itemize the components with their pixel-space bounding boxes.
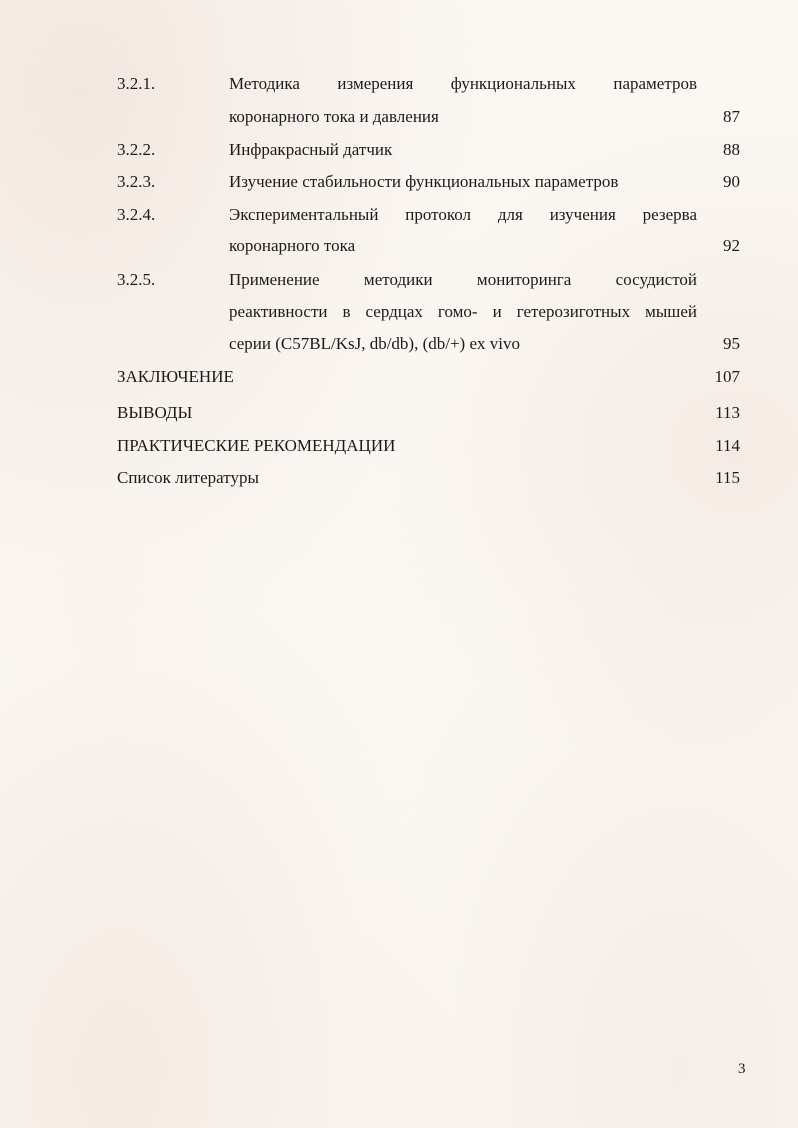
toc-section-page: 114 xyxy=(715,436,740,455)
toc-section-page: 113 xyxy=(715,403,740,422)
toc-entry-number: 3.2.2. xyxy=(117,140,156,159)
toc-entry-page: 87 xyxy=(723,107,740,126)
toc-entry-page: 92 xyxy=(723,236,740,255)
toc-section-title: ПРАКТИЧЕСКИЕ РЕКОМЕНДАЦИИ xyxy=(117,436,396,455)
toc-entry-number: 3.2.1. xyxy=(117,74,156,93)
toc-entry-title: Экспериментальный протокол для изучения резерва xyxy=(229,205,697,224)
toc-section-page: 115 xyxy=(715,468,740,487)
toc-entry-page: 90 xyxy=(723,172,740,191)
toc-entry-title: коронарного тока xyxy=(229,236,356,255)
toc-entry-title: коронарного тока и давления xyxy=(229,107,439,126)
toc-entry-title: Изучение стабильности функциональных параметров xyxy=(229,172,619,191)
toc-entry-number: 3.2.4. xyxy=(117,205,156,224)
toc-entry-title: Применение методики мониторинга сосудистой xyxy=(229,270,697,289)
toc-entry-page: 95 xyxy=(723,334,740,353)
toc-entry-title: реактивности в сердцах гомо- и гетерозиготных мышей xyxy=(229,302,697,321)
toc-section-title: ВЫВОДЫ xyxy=(117,403,193,422)
toc-section-page: 107 xyxy=(714,367,740,386)
toc-entry-number: 3.2.5. xyxy=(117,270,156,289)
toc-entry-page: 88 xyxy=(723,140,740,159)
page-number: 3 xyxy=(738,1061,746,1077)
toc-entry-title: серии (C57BL/KsJ, db/db), (db/+) ex vivo xyxy=(229,334,520,353)
toc-entry-number: 3.2.3. xyxy=(117,172,156,191)
toc-entry-title: Методика измерения функциональных параметров xyxy=(229,74,697,93)
toc-section-title: Список литературы xyxy=(117,468,259,487)
toc-entry-title: Инфракрасный датчик xyxy=(229,140,393,159)
toc-section-title: ЗАКЛЮЧЕНИЕ xyxy=(117,367,234,386)
